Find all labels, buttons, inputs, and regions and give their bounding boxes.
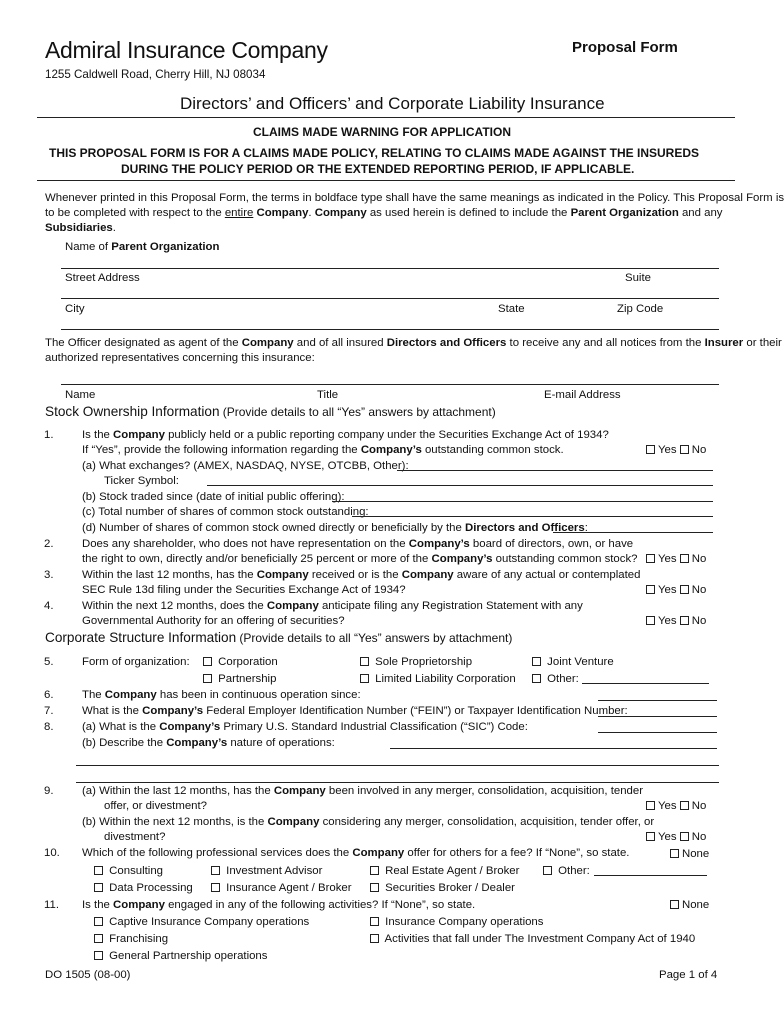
agent-line-1: The Officer designated as agent of the Company and of all insured Directors and Officers to receive any and all notices from the Insurer or their [45,337,782,349]
q3-number: 3. [44,569,54,581]
q2-yes-checkbox[interactable] [646,554,655,563]
q1-line-1: Is the Company publicly held or a public reporting company under the Securities Exchange Act of 1934? [82,429,609,441]
q8b-line-3[interactable] [76,782,719,783]
q9-number: 9. [44,785,54,797]
q8b-label: (b) Describe the Company’s nature of operations: [82,737,335,749]
opt-sole-proprietorship[interactable]: Sole Proprietorship [360,655,472,669]
q10-label: Which of the following professional services does the Company offer for others for a fee? If “None”, so state. [82,847,630,859]
form-type: Proposal Form [572,39,678,56]
q9b-line-1: (b) Within the next 12 months, is the Company considering any merger, consolidation, acquisition, tender offer, or [82,816,655,828]
q7-line[interactable] [598,716,717,717]
q1b-line[interactable] [332,501,713,502]
q10-opt-insurance-agent[interactable]: Insurance Agent / Broker [211,881,352,895]
investment-company-act-checkbox[interactable] [370,934,379,943]
q11-opt-insurance-company[interactable]: Insurance Company operations [370,915,543,929]
agent-email-label: E-mail Address [544,389,621,401]
q4-line-1: Within the next 12 months, does the Company anticipate filing any Registration Statement with any [82,600,583,612]
opt-llc[interactable]: Limited Liability Corporation [360,672,516,686]
q1-yes-no: Yes No [646,443,706,457]
warning-heading: CLAIMS MADE WARNING FOR APPLICATION [253,125,511,139]
q4-number: 4. [44,600,54,612]
q10-opt-securities-broker[interactable]: Securities Broker / Dealer [370,881,515,895]
opt-joint-venture[interactable]: Joint Venture [532,655,614,669]
q11-none[interactable]: None [670,898,709,912]
q6-line[interactable] [598,700,717,701]
q10-number: 10. [44,847,60,859]
q11-opt-general-partnership[interactable]: General Partnership operations [94,949,267,963]
q2-line-1: Does any shareholder, who does not have representation on the Company’s board of directors, own, or have [82,538,634,550]
q10-opt-real-estate[interactable]: Real Estate Agent / Broker [370,864,519,878]
q2-no-checkbox[interactable] [680,554,689,563]
q11-opt-captive[interactable]: Captive Insurance Company operations [94,915,309,929]
suite-label: Suite [625,272,651,284]
company-name: Admiral Insurance Company [45,37,328,63]
q2-line-2: the right to own, directly and/or beneficially 25 percent or more of the Company’s outstanding common stock? [82,553,638,565]
other-checkbox[interactable] [532,674,541,683]
q1a-label: (a) What exchanges? (AMEX, NASDAQ, NYSE, OTCBB, Other): [82,460,409,472]
q9b-yes-checkbox[interactable] [646,832,655,841]
q3-line-2: SEC Rule 13d filing under the Securities Exchange Act of 1934? [82,584,406,596]
joint-venture-checkbox[interactable] [532,657,541,666]
general-partnership-checkbox[interactable] [94,951,103,960]
q5-label: Form of organization: [82,656,190,668]
consulting-checkbox[interactable] [94,866,103,875]
title-rule [37,117,735,118]
parent-org-line[interactable] [61,268,719,269]
agent-title-label: Title [317,389,339,401]
sole-proprietorship-checkbox[interactable] [360,657,369,666]
q1b-label: (b) Stock traded since (date of initial public offering): [82,491,345,503]
form-title: Directors’ and Officers’ and Corporate Liability Insurance [180,94,605,113]
opt-partnership[interactable]: Partnership [203,672,276,686]
stock-section-heading: Stock Ownership Information (Provide details to all “Yes” answers by attachment) [45,404,496,419]
q10-opt-consulting[interactable]: Consulting [94,864,163,878]
q11-opt-franchising[interactable]: Franchising [94,932,168,946]
q6-label: The Company has been in continuous operation since: [82,689,361,701]
q9a-yes-no: Yes No [646,799,706,813]
q1-number: 1. [44,429,54,441]
data-processing-checkbox[interactable] [94,883,103,892]
page-number: Page 1 of 4 [659,969,718,981]
q11-none-checkbox[interactable] [670,900,679,909]
q5-number: 5. [44,656,54,668]
q4-line-2: Governmental Authority for an offering of securities? [82,615,345,627]
q7-label: What is the Company’s Federal Employer Identification Number (“FEIN”) or Taxpayer Identification Number: [82,705,628,717]
q1d-label: (d) Number of shares of common stock owned directly or beneficially by the Directors and Officers: [82,522,588,534]
intro-line-1: Whenever printed in this Proposal Form, the terms in boldface type shall have the same meanings as indicated in the Policy. This Proposal Form is [45,192,784,204]
q1-yes-checkbox[interactable] [646,445,655,454]
q1a-line[interactable] [397,470,713,471]
q10-opt-data-processing[interactable]: Data Processing [94,881,193,895]
q10-other-line[interactable] [594,875,707,876]
corp-section-heading: Corporate Structure Information (Provide details to all “Yes” answers by attachment) [45,630,513,645]
parent-org-label: Name of Parent Organization [65,241,220,253]
q3-yes-checkbox[interactable] [646,585,655,594]
q11-number: 11. [44,899,59,911]
corporation-checkbox[interactable] [203,657,212,666]
q11-opt-investment-company-act[interactable]: Activities that fall under The Investment Company Act of 1940 [370,932,695,946]
captive-insurance-checkbox[interactable] [94,917,103,926]
q4-yes-checkbox[interactable] [646,616,655,625]
q4-yes-no: Yes No [646,614,706,628]
insurance-company-checkbox[interactable] [370,917,379,926]
q4-no-checkbox[interactable] [680,616,689,625]
other-line[interactable] [582,683,709,684]
state-label: State [498,303,525,315]
q10-none-checkbox[interactable] [670,849,679,858]
q2-yes-no: Yes No [646,552,706,566]
q8b-line-2[interactable] [76,765,719,766]
warning-line-1: THIS PROPOSAL FORM IS FOR A CLAIMS MADE POLICY, RELATING TO CLAIMS MADE AGAINST THE INSUREDS [49,146,700,160]
q8-number: 8. [44,721,54,733]
q1-line-2: If “Yes”, provide the following information regarding the Company’s outstanding common stock. [82,444,564,456]
securities-broker-checkbox[interactable] [370,883,379,892]
q9a-line-2: offer, or divestment? [104,800,207,812]
investment-advisor-checkbox[interactable] [211,866,220,875]
city-label: City [65,303,85,315]
q1c-label: (c) Total number of shares of common stock outstanding: [82,506,369,518]
llc-checkbox[interactable] [360,674,369,683]
q8a-label: (a) What is the Company’s Primary U.S. Standard Industrial Classification (“SIC”) Code: [82,721,528,733]
street-line[interactable] [61,298,719,299]
q9a-no-checkbox[interactable] [680,801,689,810]
q1-no-checkbox[interactable] [680,445,689,454]
street-label: Street Address [65,272,140,284]
ticker-line[interactable] [207,485,713,486]
opt-other[interactable]: Other: [532,672,579,686]
q9b-no-checkbox[interactable] [680,832,689,841]
insurance-agent-checkbox[interactable] [211,883,220,892]
franchising-checkbox[interactable] [94,934,103,943]
q8a-line[interactable] [598,732,717,733]
opt-corporation[interactable]: Corporation [203,655,278,669]
q9b-yes-no: Yes No [646,830,706,844]
q9a-line-1: (a) Within the last 12 months, has the Company been involved in any merger, consolidation, acquisition, tender [82,785,643,797]
warning-rule [37,180,735,181]
agent-line[interactable] [61,384,719,385]
q10-other-checkbox[interactable] [543,866,552,875]
ticker-label: Ticker Symbol: [104,475,179,487]
city-line[interactable] [61,329,719,330]
q10-none[interactable]: None [670,847,709,861]
q10-opt-investment-advisor[interactable]: Investment Advisor [211,864,322,878]
partnership-checkbox[interactable] [203,674,212,683]
intro-line-2: to be completed with respect to the entire Company. Company as used herein is defined to include the Parent Organization and any [45,207,723,219]
q3-yes-no: Yes No [646,583,706,597]
q10-opt-other[interactable]: Other: [543,864,590,878]
agent-name-label: Name [65,389,96,401]
q1c-line[interactable] [352,516,713,517]
q1d-line[interactable] [553,532,713,533]
form-id: DO 1505 (08-00) [45,969,131,981]
q2-number: 2. [44,538,54,550]
q8b-line-1[interactable] [390,748,717,749]
intro-line-3: Subsidiaries. [45,222,116,234]
q3-line-1: Within the last 12 months, has the Company received or is the Company aware of any actual or contemplated [82,569,641,581]
real-estate-checkbox[interactable] [370,866,379,875]
company-address: 1255 Caldwell Road, Cherry Hill, NJ 08034 [45,68,266,81]
q7-number: 7. [44,705,54,717]
agent-line-2: authorized representatives concerning this insurance: [45,352,315,364]
q9b-line-2: divestment? [104,831,166,843]
q11-label: Is the Company engaged in any of the following activities? If “None”, so state. [82,899,476,911]
zip-label: Zip Code [617,303,664,315]
q3-no-checkbox[interactable] [680,585,689,594]
q9a-yes-checkbox[interactable] [646,801,655,810]
warning-line-2: DURING THE POLICY PERIOD OR THE EXTENDED REPORTING PERIOD, IF APPLICABLE. [121,162,635,176]
q6-number: 6. [44,689,54,701]
